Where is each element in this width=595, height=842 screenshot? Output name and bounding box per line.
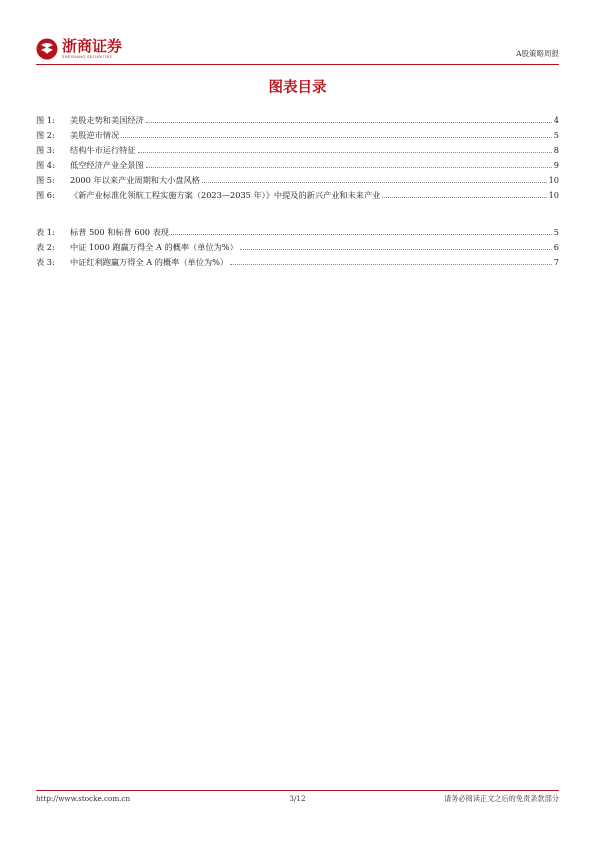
toc-entry-page: 8 bbox=[553, 145, 559, 155]
toc-entry[interactable] bbox=[36, 125, 559, 140]
toc-entry-page: 10 bbox=[548, 175, 559, 185]
dot-leader bbox=[202, 181, 547, 183]
toc-entry-title: 低空经济产业全景图 bbox=[70, 160, 144, 170]
toc-entry-page: 9 bbox=[553, 160, 559, 170]
toc-entry-page: 5 bbox=[553, 227, 559, 237]
toc-entry[interactable] bbox=[36, 155, 559, 170]
dot-leader bbox=[382, 196, 546, 198]
toc-entry-title: 中证 1000 跑赢万得全 A 的概率（单位为%） bbox=[70, 242, 238, 252]
toc-entry-page: 7 bbox=[553, 257, 559, 267]
toc-entry-label: 图 1: bbox=[36, 115, 55, 125]
toc-entry-page: 6 bbox=[553, 242, 559, 252]
dot-leader bbox=[171, 233, 552, 235]
dot-leader bbox=[121, 136, 552, 138]
toc-entry-label: 表 2: bbox=[36, 242, 55, 252]
toc-entry-label: 图 6: bbox=[36, 190, 55, 200]
toc-entry-title: 标普 500 和标普 600 表现 bbox=[70, 227, 169, 237]
toc-entry-label: 图 4: bbox=[36, 160, 55, 170]
toc-entry[interactable] bbox=[36, 140, 559, 155]
toc-entry-label: 图 5: bbox=[36, 175, 55, 185]
toc-entry-label: 图 2: bbox=[36, 130, 55, 140]
table-list bbox=[36, 222, 559, 267]
header-divider bbox=[36, 64, 559, 65]
footer-url[interactable]: http://www.stocke.com.cn bbox=[36, 794, 131, 803]
toc-entry[interactable] bbox=[36, 110, 559, 125]
dot-leader bbox=[146, 121, 552, 123]
toc-title: 图表目录 bbox=[268, 80, 327, 96]
dot-leader bbox=[146, 166, 552, 168]
footer-divider bbox=[36, 790, 559, 791]
toc-entry-page: 4 bbox=[553, 115, 559, 125]
dot-leader bbox=[138, 151, 552, 153]
company-name-en: ZHESHANG SECURITIES bbox=[62, 55, 113, 59]
footer-disclaimer: 请务必阅读正文之后的免责条款部分 bbox=[443, 794, 559, 803]
toc-entry[interactable] bbox=[36, 170, 559, 185]
toc-entry-title: 结构牛市运行特征 bbox=[70, 145, 136, 155]
dot-leader bbox=[230, 263, 552, 265]
toc-entry[interactable] bbox=[36, 222, 559, 237]
page-footer bbox=[36, 794, 559, 806]
toc-entry-page: 5 bbox=[553, 130, 559, 140]
company-name: 浙商证券 bbox=[62, 37, 123, 55]
toc-entry[interactable] bbox=[36, 185, 559, 200]
report-type: A股策略周报 bbox=[516, 49, 559, 58]
zheshang-logo-icon bbox=[36, 38, 58, 60]
dot-leader bbox=[240, 248, 552, 250]
toc-entry-title: 2000 年以来产业周期和大小盘风格 bbox=[70, 175, 200, 185]
toc-entry-title: 中证红利跑赢万得全 A 的概率（单位为%） bbox=[70, 257, 229, 267]
toc-entry-title: 美股逆市情况 bbox=[70, 130, 120, 140]
toc-entry-label: 表 3: bbox=[36, 257, 55, 267]
toc-entry[interactable] bbox=[36, 237, 559, 252]
figure-list bbox=[36, 110, 559, 200]
page-number: 3/12 bbox=[289, 794, 306, 803]
toc-entry-label: 图 3: bbox=[36, 145, 55, 155]
toc-entry-title: 美股走势和美国经济 bbox=[70, 115, 144, 125]
page-header bbox=[36, 38, 559, 64]
toc-entry-title: 《新产业标准化领航工程实施方案（2023—2035 年）》中提及的新兴产业和未来产业 bbox=[70, 190, 381, 200]
toc-entry-label: 表 1: bbox=[36, 227, 55, 237]
toc-entry[interactable] bbox=[36, 252, 559, 267]
toc-entry-page: 10 bbox=[548, 190, 559, 200]
